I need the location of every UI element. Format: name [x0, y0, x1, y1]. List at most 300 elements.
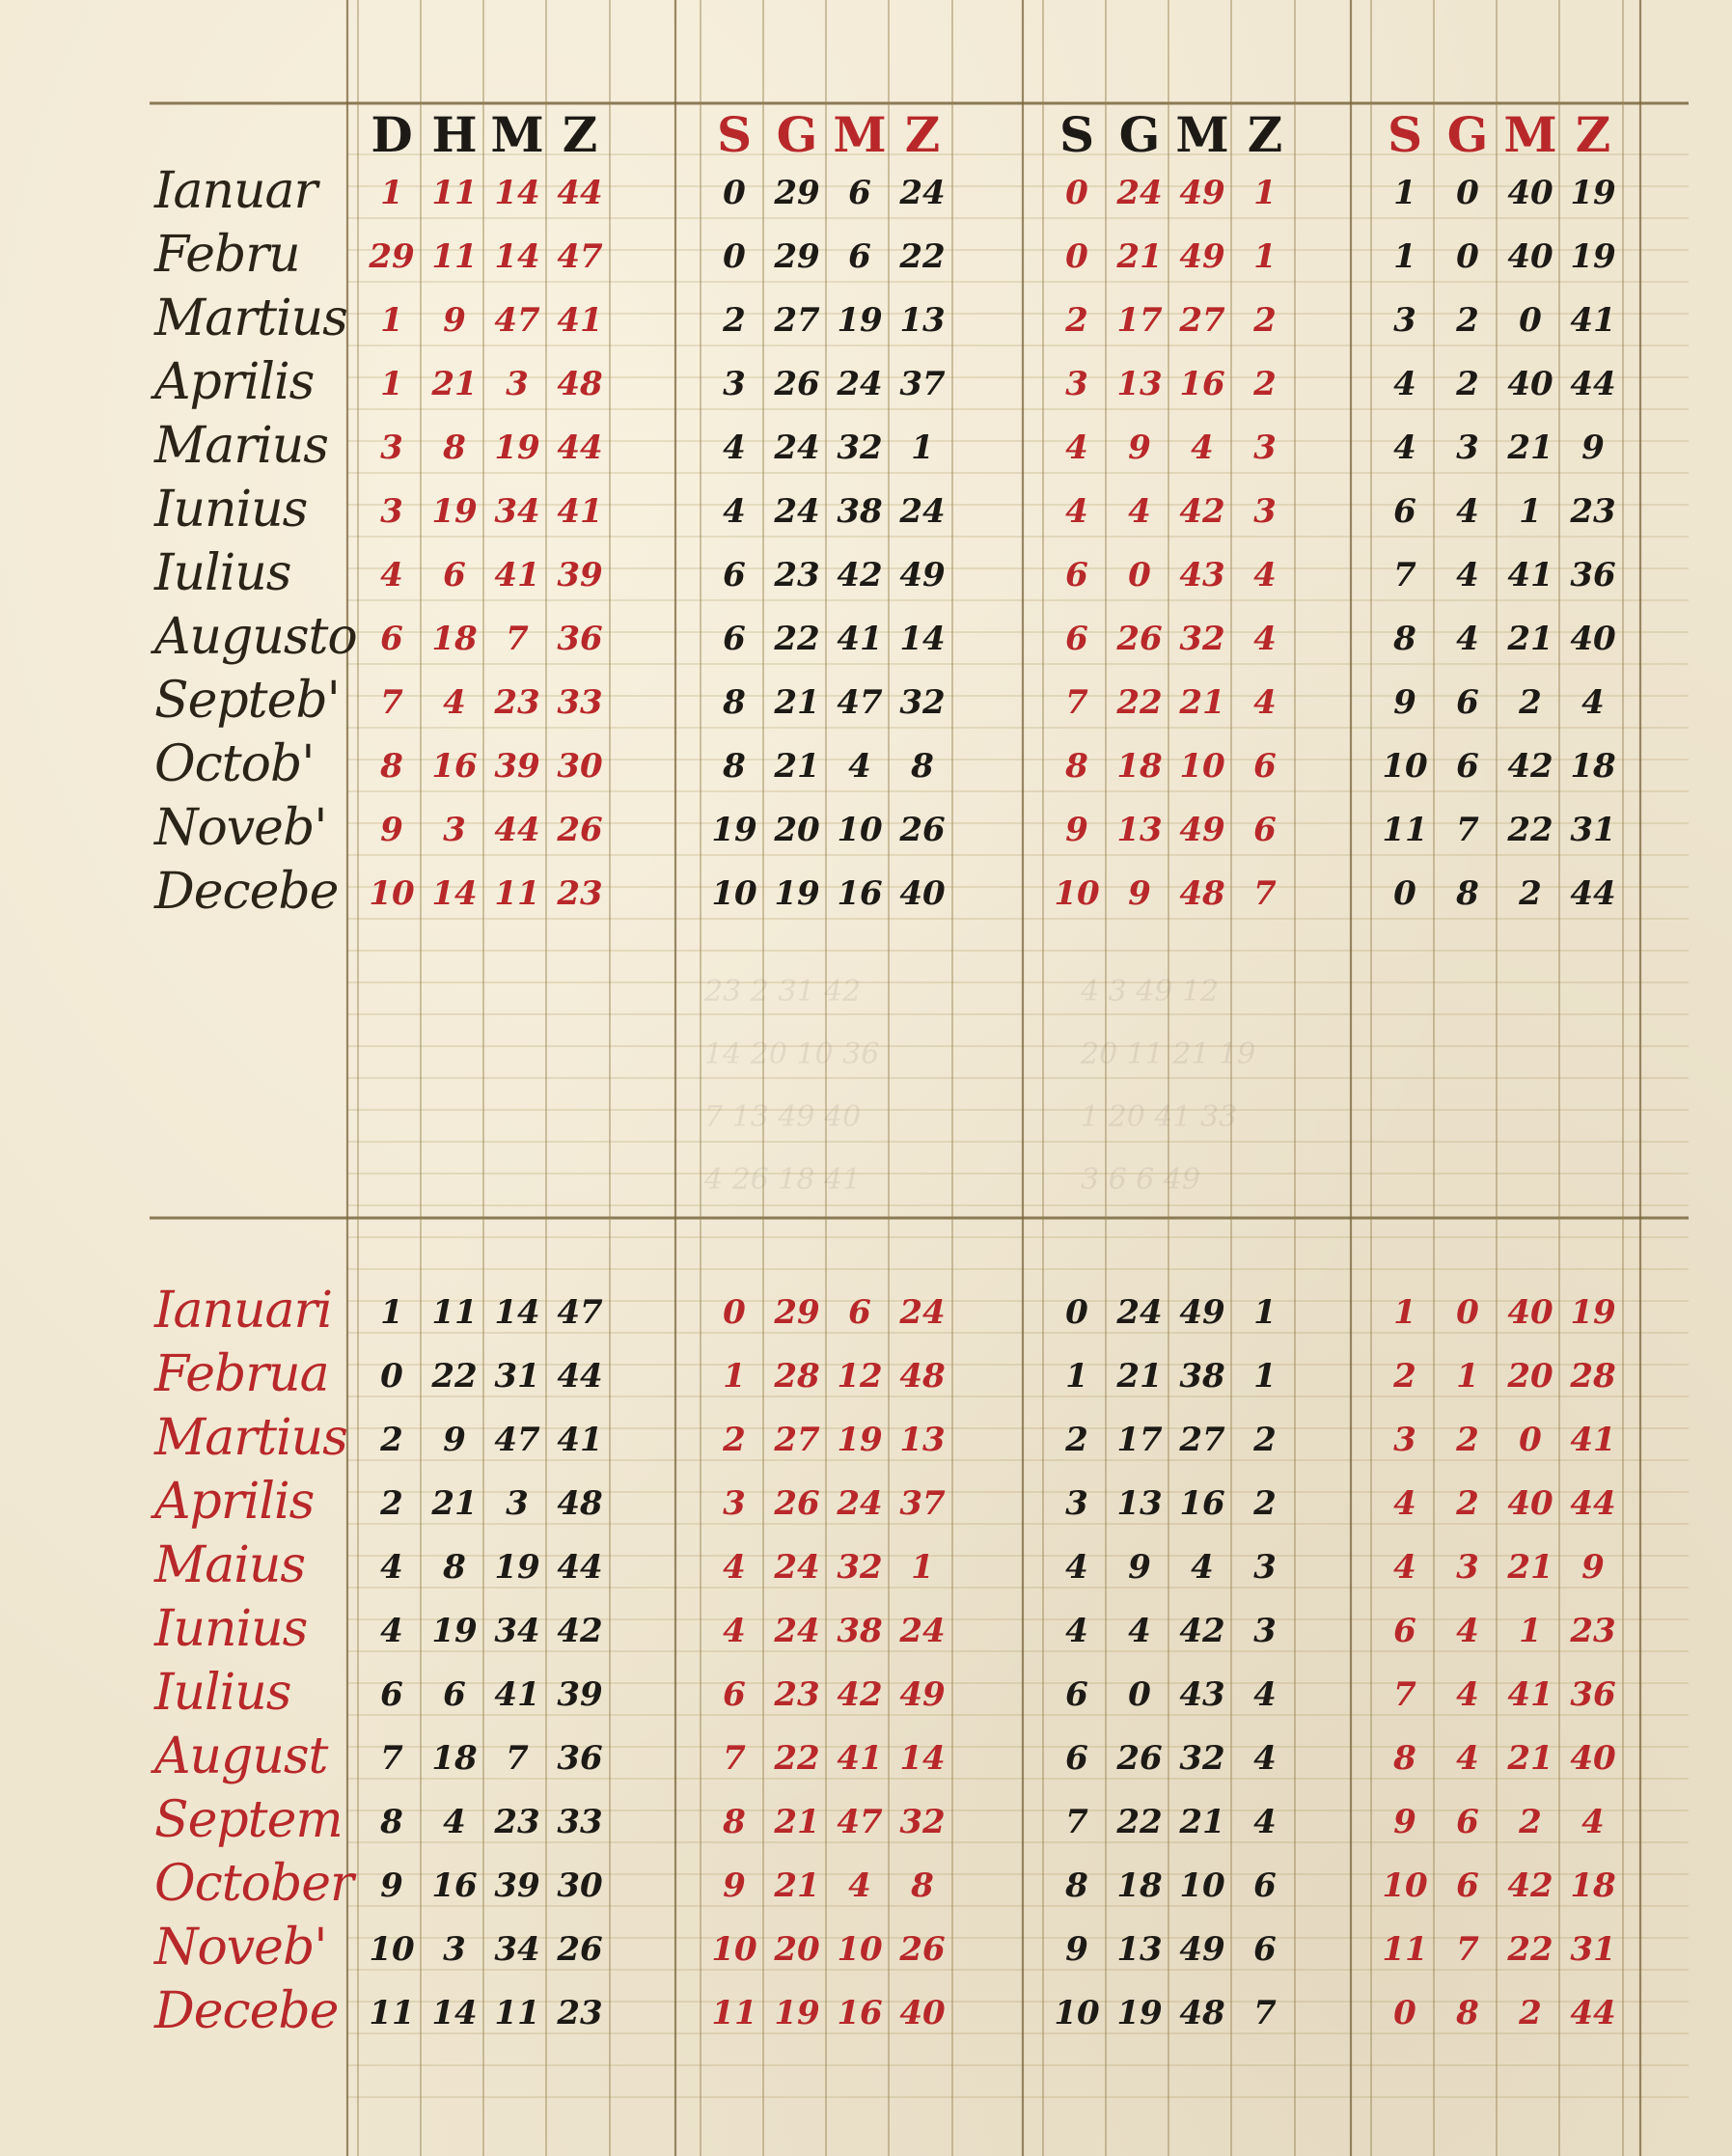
table-cell: 2	[723, 301, 746, 340]
table-cell: 2	[723, 1421, 746, 1459]
table-cell: 4	[1456, 492, 1479, 531]
table-cell: 10	[369, 1930, 415, 1969]
table-cell: 43	[1179, 556, 1225, 594]
table-cell: 6	[723, 556, 746, 594]
table-cell: 19	[711, 811, 757, 849]
table-cell: 19	[774, 1994, 820, 2032]
table-cell: 7	[1065, 683, 1088, 722]
month-label: Noveb'	[154, 1919, 327, 1976]
table-cell: 8	[723, 747, 746, 786]
table-cell: 41	[837, 620, 883, 658]
bleed-through-text: 4 3 49 12	[1081, 975, 1220, 1009]
table-cell: 44	[1570, 1484, 1616, 1523]
table-cell: 32	[1179, 1739, 1225, 1778]
table-cell: 8	[443, 428, 466, 467]
table-cell: 24	[1116, 174, 1163, 212]
table-cell: 23	[557, 874, 603, 913]
table-cell: 16	[837, 1994, 883, 2032]
table-cell: 14	[431, 874, 478, 913]
table-cell: 9	[443, 301, 466, 340]
table-cell: 4	[1393, 1548, 1416, 1587]
table-cell: 7	[506, 620, 529, 658]
table-cell: 21	[1507, 620, 1553, 658]
month-label: Octob'	[154, 735, 315, 793]
table-cell: 1	[1393, 174, 1416, 212]
table-cell: 11	[431, 237, 478, 276]
month-label: Septem	[154, 1791, 343, 1849]
table-cell: 0	[1065, 1293, 1088, 1332]
table-cell: 38	[837, 492, 883, 531]
table-cell: 41	[557, 1421, 603, 1459]
table-cell: 24	[837, 365, 883, 403]
table-cell: 29	[774, 1293, 820, 1332]
table-cell: 0	[1393, 874, 1416, 913]
table-cell: 6	[723, 1675, 746, 1714]
table-cell: 4	[1065, 1548, 1088, 1587]
table-cell: 23	[1570, 492, 1616, 531]
table-cell: 32	[837, 428, 883, 467]
table-cell: 6	[1065, 1739, 1088, 1778]
column-header: S	[1058, 106, 1095, 163]
table-cell: 41	[1507, 556, 1553, 594]
table-cell: 0	[1456, 1293, 1479, 1332]
table-cell: 47	[494, 301, 540, 340]
month-label: Decebe	[154, 1982, 339, 2040]
table-cell: 4	[723, 428, 746, 467]
table-cell: 30	[557, 1866, 603, 1905]
table-cell: 0	[1456, 237, 1479, 276]
table-cell: 1	[1253, 1293, 1277, 1332]
month-label: Iulius	[154, 544, 291, 602]
table-cell: 39	[557, 1675, 603, 1714]
table-cell: 49	[899, 556, 946, 594]
table-cell: 3	[1456, 1548, 1479, 1587]
table-cell: 1	[380, 174, 403, 212]
table-cell: 3	[1456, 428, 1479, 467]
table-cell: 24	[774, 1612, 820, 1650]
table-cell: 36	[1570, 556, 1616, 594]
table-cell: 17	[1116, 1421, 1163, 1459]
table-cell: 24	[899, 174, 946, 212]
table-cell: 19	[837, 1421, 883, 1459]
table-cell: 28	[1570, 1357, 1616, 1396]
table-cell: 28	[774, 1357, 820, 1396]
table-cell: 3	[1253, 1548, 1277, 1587]
table-cell: 16	[837, 874, 883, 913]
column-header: G	[1118, 106, 1161, 163]
table-cell: 44	[1570, 365, 1616, 403]
table-cell: 2	[1519, 1803, 1542, 1841]
table-cell: 22	[1507, 811, 1553, 849]
table-cell: 19	[431, 492, 478, 531]
table-cell: 34	[494, 1612, 540, 1650]
table-cell: 1	[1456, 1357, 1479, 1396]
table-cell: 43	[1179, 1675, 1225, 1714]
table-cell: 40	[1570, 620, 1616, 658]
table-cell: 49	[1179, 1930, 1225, 1969]
table-cell: 22	[431, 1357, 478, 1396]
table-cell: 4	[723, 1612, 746, 1650]
table-cell: 14	[494, 1293, 540, 1332]
table-cell: 48	[899, 1357, 946, 1396]
table-cell: 9	[1581, 1548, 1605, 1587]
table-cell: 4	[1253, 1803, 1277, 1841]
column-header: D	[371, 106, 413, 163]
table-cell: 16	[431, 747, 478, 786]
column-header: M	[833, 106, 887, 163]
table-cell: 10	[711, 874, 757, 913]
table-cell: 30	[557, 747, 603, 786]
table-cell: 4	[1253, 620, 1277, 658]
table-cell: 0	[723, 237, 746, 276]
table-cell: 49	[1179, 1293, 1225, 1332]
table-cell: 26	[774, 1484, 820, 1523]
table-cell: 4	[1581, 1803, 1605, 1841]
table-cell: 8	[1393, 620, 1416, 658]
table-cell: 2	[1519, 683, 1542, 722]
table-cell: 4	[1456, 620, 1479, 658]
column-header: Z	[904, 106, 941, 163]
table-cell: 1	[380, 365, 403, 403]
table-cell: 8	[1456, 1994, 1479, 2032]
table-cell: 14	[494, 237, 540, 276]
table-cell: 18	[1570, 747, 1616, 786]
table-cell: 33	[557, 1803, 603, 1841]
table-cell: 44	[494, 811, 540, 849]
table-cell: 9	[1128, 428, 1151, 467]
table-cell: 22	[774, 1739, 820, 1778]
table-cell: 26	[1116, 1739, 1163, 1778]
table-cell: 49	[1179, 237, 1225, 276]
table-cell: 1	[1519, 492, 1542, 531]
table-cell: 23	[774, 556, 820, 594]
bleed-through-text: 3 6 6 49	[1081, 1163, 1201, 1197]
table-cell: 14	[899, 620, 946, 658]
table-cell: 36	[557, 620, 603, 658]
table-cell: 49	[1179, 174, 1225, 212]
month-label: Noveb'	[154, 799, 327, 857]
month-label: October	[154, 1855, 353, 1913]
table-cell: 19	[837, 301, 883, 340]
table-cell: 6	[848, 174, 871, 212]
month-label: Aprilis	[154, 353, 315, 411]
table-cell: 4	[848, 1866, 871, 1905]
table-cell: 6	[1253, 747, 1277, 786]
table-cell: 26	[557, 811, 603, 849]
table-cell: 21	[1507, 1739, 1553, 1778]
table-cell: 3	[723, 1484, 746, 1523]
table-cell: 2	[1065, 1421, 1088, 1459]
table-cell: 7	[1253, 874, 1277, 913]
table-cell: 20	[1507, 1357, 1553, 1396]
table-cell: 11	[431, 174, 478, 212]
table-cell: 1	[1393, 1293, 1416, 1332]
month-label: Ianuari	[154, 1282, 333, 1340]
table-cell: 10	[837, 1930, 883, 1969]
table-cell: 21	[1507, 428, 1553, 467]
month-label: Maius	[154, 1536, 306, 1594]
table-cell: 8	[723, 683, 746, 722]
table-cell: 37	[899, 365, 946, 403]
bleed-through-text: 20 11 21 19	[1081, 1037, 1256, 1071]
table-cell: 8	[911, 1866, 934, 1905]
table-cell: 29	[774, 237, 820, 276]
table-cell: 33	[557, 683, 603, 722]
table-cell: 23	[494, 1803, 540, 1841]
table-cell: 21	[1507, 1548, 1553, 1587]
table-cell: 41	[837, 1739, 883, 1778]
table-cell: 8	[443, 1548, 466, 1587]
table-cell: 19	[431, 1612, 478, 1650]
table-cell: 6	[723, 620, 746, 658]
table-cell: 13	[899, 301, 946, 340]
table-cell: 34	[494, 492, 540, 531]
table-cell: 41	[1570, 301, 1616, 340]
table-cell: 6	[443, 1675, 466, 1714]
month-label: Augusto	[154, 608, 357, 666]
table-cell: 6	[1393, 1612, 1416, 1650]
month-label: Martius	[154, 1409, 347, 1467]
table-cell: 26	[1116, 620, 1163, 658]
table-cell: 8	[1456, 874, 1479, 913]
table-cell: 3	[506, 1484, 529, 1523]
table-cell: 9	[1581, 428, 1605, 467]
table-cell: 4	[1393, 1484, 1416, 1523]
table-cell: 21	[1116, 237, 1163, 276]
table-cell: 16	[1179, 365, 1225, 403]
table-cell: 26	[899, 1930, 946, 1969]
table-cell: 27	[774, 301, 820, 340]
column-header: G	[1446, 106, 1489, 163]
table-cell: 44	[557, 174, 603, 212]
bleed-through-text: 1 20 41 33	[1081, 1100, 1238, 1134]
table-cell: 9	[1065, 1930, 1088, 1969]
table-cell: 0	[1456, 174, 1479, 212]
table-cell: 19	[774, 874, 820, 913]
table-cell: 42	[1507, 1866, 1553, 1905]
table-cell: 4	[443, 683, 466, 722]
table-cell: 40	[1507, 1293, 1553, 1332]
table-cell: 7	[380, 683, 403, 722]
month-label: Decebe	[154, 863, 339, 921]
table-cell: 0	[1065, 237, 1088, 276]
table-cell: 22	[1507, 1930, 1553, 1969]
table-cell: 13	[1116, 1484, 1163, 1523]
table-cell: 40	[899, 874, 946, 913]
table-cell: 1	[911, 1548, 934, 1587]
table-cell: 20	[774, 811, 820, 849]
table-cell: 21	[1179, 683, 1225, 722]
table-cell: 6	[1456, 747, 1479, 786]
table-cell: 23	[557, 1994, 603, 2032]
table-cell: 0	[1519, 1421, 1542, 1459]
column-header: M	[1503, 106, 1557, 163]
table-cell: 11	[369, 1994, 415, 2032]
table-cell: 14	[494, 174, 540, 212]
table-cell: 38	[837, 1612, 883, 1650]
table-cell: 14	[899, 1739, 946, 1778]
table-cell: 44	[1570, 1994, 1616, 2032]
table-cell: 7	[506, 1739, 529, 1778]
table-cell: 7	[380, 1739, 403, 1778]
table-cell: 44	[557, 428, 603, 467]
table-cell: 3	[723, 365, 746, 403]
table-cell: 1	[380, 1293, 403, 1332]
table-cell: 3	[1393, 1421, 1416, 1459]
table-cell: 2	[1253, 1484, 1277, 1523]
table-cell: 10	[837, 811, 883, 849]
month-label: Iulius	[154, 1664, 291, 1722]
table-cell: 3	[506, 365, 529, 403]
table-cell: 21	[1179, 1803, 1225, 1841]
table-cell: 4	[1456, 1675, 1479, 1714]
table-cell: 10	[1179, 1866, 1225, 1905]
table-cell: 0	[723, 1293, 746, 1332]
table-cell: 47	[837, 683, 883, 722]
table-cell: 4	[1191, 428, 1214, 467]
table-cell: 2	[380, 1421, 403, 1459]
table-cell: 21	[774, 1803, 820, 1841]
table-cell: 4	[1581, 683, 1605, 722]
table-cell: 16	[431, 1866, 478, 1905]
table-cell: 4	[723, 1548, 746, 1587]
table-cell: 8	[380, 1803, 403, 1841]
table-cell: 10	[1054, 1994, 1100, 2032]
table-cell: 10	[1054, 874, 1100, 913]
table-cell: 42	[557, 1612, 603, 1650]
table-cell: 13	[1116, 811, 1163, 849]
table-cell: 47	[557, 1293, 603, 1332]
table-cell: 41	[557, 301, 603, 340]
table-cell: 19	[494, 1548, 540, 1587]
table-cell: 4	[1253, 1739, 1277, 1778]
table-cell: 4	[443, 1803, 466, 1841]
table-cell: 21	[774, 747, 820, 786]
table-cell: 27	[774, 1421, 820, 1459]
table-cell: 13	[1116, 1930, 1163, 1969]
table-cell: 26	[557, 1930, 603, 1969]
table-cell: 9	[1393, 1803, 1416, 1841]
table-cell: 24	[774, 428, 820, 467]
table-cell: 47	[557, 237, 603, 276]
table-cell: 36	[557, 1739, 603, 1778]
table-cell: 3	[1393, 301, 1416, 340]
column-header: M	[490, 106, 544, 163]
table-cell: 4	[1128, 1612, 1151, 1650]
table-cell: 39	[494, 747, 540, 786]
table-cell: 24	[837, 1484, 883, 1523]
table-cell: 1	[911, 428, 934, 467]
table-cell: 6	[443, 556, 466, 594]
table-cell: 6	[1253, 811, 1277, 849]
table-cell: 39	[557, 556, 603, 594]
table-cell: 1	[1519, 1612, 1542, 1650]
table-cell: 6	[380, 620, 403, 658]
column-header: Z	[1575, 106, 1611, 163]
table-cell: 32	[899, 683, 946, 722]
table-cell: 22	[774, 620, 820, 658]
table-cell: 19	[1116, 1994, 1163, 2032]
table-cell: 7	[1393, 1675, 1416, 1714]
month-label: August	[154, 1728, 328, 1785]
table-cell: 6	[1253, 1866, 1277, 1905]
table-cell: 36	[1570, 1675, 1616, 1714]
table-cell: 21	[774, 683, 820, 722]
table-cell: 4	[1065, 1612, 1088, 1650]
table-cell: 48	[557, 1484, 603, 1523]
table-cell: 0	[1128, 556, 1151, 594]
table-cell: 8	[1065, 1866, 1088, 1905]
table-cell: 13	[1116, 365, 1163, 403]
month-label: Ianuar	[154, 162, 317, 220]
table-cell: 4	[723, 492, 746, 531]
table-cell: 3	[1253, 492, 1277, 531]
table-cell: 2	[1519, 1994, 1542, 2032]
table-cell: 3	[380, 428, 403, 467]
table-cell: 11	[494, 874, 540, 913]
table-cell: 9	[443, 1421, 466, 1459]
table-cell: 9	[380, 811, 403, 849]
table-cell: 19	[494, 428, 540, 467]
table-cell: 6	[848, 1293, 871, 1332]
month-label: Iunius	[154, 481, 308, 539]
table-cell: 4	[380, 556, 403, 594]
table-cell: 0	[380, 1357, 403, 1396]
table-cell: 41	[557, 492, 603, 531]
table-cell: 18	[1116, 747, 1163, 786]
table-cell: 22	[1116, 1803, 1163, 1841]
table-cell: 11	[1382, 811, 1428, 849]
table-cell: 42	[837, 556, 883, 594]
table-cell: 32	[1179, 620, 1225, 658]
column-header: Z	[562, 106, 598, 163]
table-cell: 41	[1507, 1675, 1553, 1714]
table-cell: 29	[774, 174, 820, 212]
table-cell: 11	[1382, 1930, 1428, 1969]
table-cell: 0	[1128, 1675, 1151, 1714]
table-cell: 3	[1065, 1484, 1088, 1523]
table-cell: 3	[443, 1930, 466, 1969]
table-cell: 44	[557, 1548, 603, 1587]
table-cell: 41	[494, 1675, 540, 1714]
table-cell: 23	[774, 1675, 820, 1714]
table-cell: 32	[899, 1803, 946, 1841]
table-cell: 3	[1253, 1612, 1277, 1650]
table-cell: 19	[1570, 1293, 1616, 1332]
table-cell: 10	[369, 874, 415, 913]
bleed-through-text: 23 2 31 42	[704, 975, 862, 1009]
table-cell: 3	[380, 492, 403, 531]
table-cell: 0	[723, 174, 746, 212]
table-cell: 2	[1253, 301, 1277, 340]
table-cell: 24	[774, 1548, 820, 1587]
table-cell: 3	[1065, 365, 1088, 403]
table-cell: 1	[1065, 1357, 1088, 1396]
table-cell: 2	[1065, 301, 1088, 340]
table-cell: 24	[899, 1612, 946, 1650]
table-cell: 6	[1456, 1803, 1479, 1841]
table-cell: 48	[1179, 874, 1225, 913]
table-cell: 29	[369, 237, 415, 276]
table-cell: 7	[1253, 1994, 1277, 2032]
month-label: Febru	[154, 226, 300, 284]
table-cell: 26	[899, 811, 946, 849]
table-cell: 42	[1179, 1612, 1225, 1650]
bleed-through-text: 14 20 10 36	[704, 1037, 880, 1071]
table-cell: 8	[1393, 1739, 1416, 1778]
table-cell: 1	[1253, 174, 1277, 212]
table-cell: 0	[1065, 174, 1088, 212]
